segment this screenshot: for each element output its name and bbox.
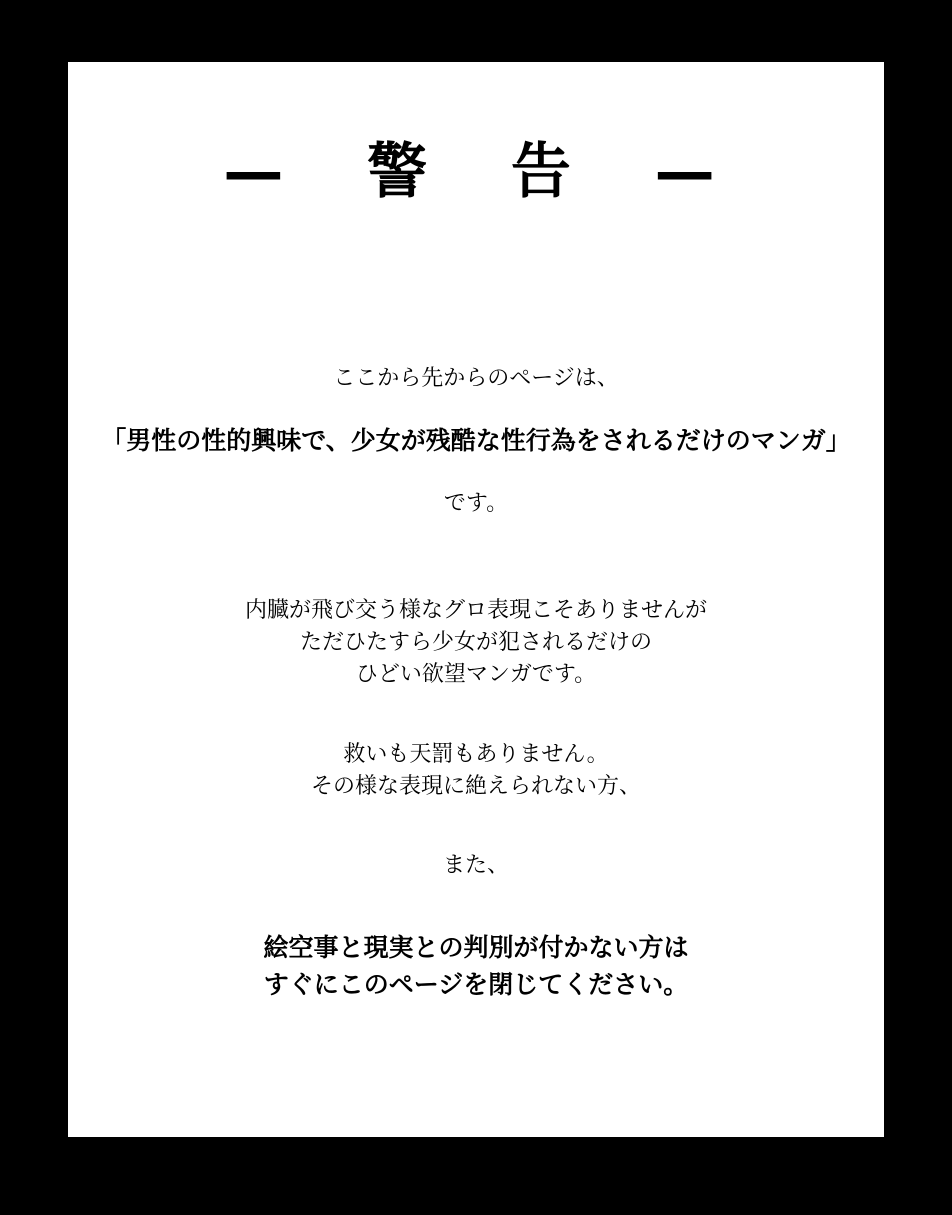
paragraph-2-line-2: その様な表現に絶えられない方、 <box>310 773 641 799</box>
spacer <box>68 802 884 850</box>
page-title: — 警 告 — <box>223 137 729 207</box>
paragraph-1-line-1: 内臓が飛び交う様なグロ表現こそありませんが <box>244 597 707 623</box>
spacer <box>68 882 884 930</box>
paragraph-2-line-1: 救いも天罰もありません。 <box>343 741 609 767</box>
closing-line-2: すぐにこのページを閉じてください。 <box>263 969 689 999</box>
spacer <box>68 396 884 422</box>
spacer <box>68 521 884 595</box>
headline-text: 「男性の性的興味で、少女が残酷な性行為をされるだけのマンガ」 <box>101 426 851 456</box>
warning-body <box>68 362 884 1003</box>
spacer <box>68 461 884 487</box>
paragraph-3-line-1: また、 <box>442 853 509 879</box>
intro-line: ここから先からのページは、 <box>333 366 619 391</box>
copula-line: です。 <box>443 490 509 516</box>
closing-line-1: 絵空事と現実との判別が付かない方は <box>263 933 689 963</box>
paragraph-1-line-2: ただひたすら少女が犯されるだけの <box>299 629 652 655</box>
warning-page <box>68 62 884 1137</box>
paragraph-1-line-3: ひどい欲望マンガです。 <box>355 661 597 687</box>
spacer <box>68 691 884 739</box>
